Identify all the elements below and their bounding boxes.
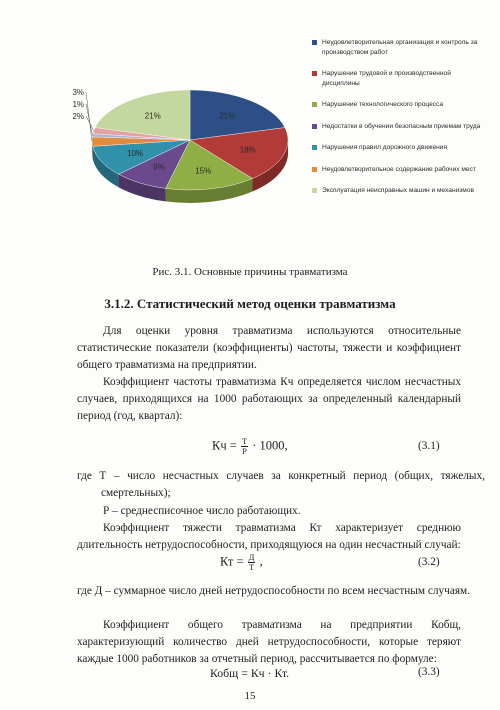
- pie-leader-line: [86, 104, 92, 135]
- pie-percentage-label: 3%: [72, 88, 84, 97]
- legend-swatch: [312, 145, 317, 150]
- legend-label: Недостатки в обучении безопасным приемам труда: [322, 122, 481, 130]
- formula-equals: =: [229, 438, 237, 453]
- pie-percentage-label: 18%: [239, 145, 256, 155]
- formula-lhs: Кт: [220, 554, 234, 569]
- paragraph-overall: Коэффициент общего травматизма на предприятии Кобщ, характеризующий количество дней нетрудоспособности, которые теряют каждые 1000 работников за отчетный период, рассчитывается по формуле:: [77, 619, 461, 665]
- formula-lhs: Кч: [212, 438, 227, 453]
- legend-item: [312, 38, 490, 57]
- pie-percentage-label: 9%: [153, 162, 165, 172]
- legend-swatch: [312, 167, 317, 172]
- pie-leader-line: [86, 92, 92, 142]
- fraction: [248, 553, 256, 572]
- pie-percentage-label: 21%: [144, 111, 161, 121]
- formula-3-3: Кобщ = Кч · Кт.: [210, 666, 290, 680]
- legend-swatch: [312, 102, 317, 107]
- legend-swatch: [312, 71, 317, 76]
- legend-label: Нарушения правил дорожного движения: [322, 144, 448, 151]
- pie-percentage-label: 21%: [219, 111, 236, 121]
- legend-item: [312, 186, 490, 196]
- pie-percentage-label: 10%: [127, 149, 144, 159]
- paragraph-where-p: Р – среднесписочное число работающих.: [103, 505, 301, 517]
- figure-caption: Рис. 3.1. Основные причины травматизма: [152, 266, 348, 278]
- paragraph-where-t: где Т – число несчастных случаев за конкретный период (общих, тяжелых, смертельных);: [77, 470, 485, 499]
- pie-percentage-label: 15%: [195, 166, 212, 176]
- fraction-numerator: Т: [241, 436, 248, 446]
- legend-swatch: [312, 188, 317, 193]
- fraction-denominator: Р: [242, 446, 247, 456]
- paragraph-severity: Коэффициент тяжести травматизма Кт характеризует среднюю длительность нетрудоспособности, приходящуюся на один несчастный случай:: [77, 522, 461, 551]
- page-number: 15: [244, 690, 256, 702]
- fraction: [241, 437, 248, 456]
- paragraph-frequency: Коэффициент частоты травматизма Кч определяется числом несчастных случаев, приходящихся на 1000 работающих за определенный календарный период (год, квартал):: [77, 376, 461, 422]
- legend-label: Нарушение технологического процесса: [322, 101, 444, 108]
- fraction-numerator: Д: [248, 552, 255, 562]
- formula-3-2: [220, 553, 263, 572]
- pie-chart: [50, 25, 310, 235]
- equation-number: (3.1): [418, 440, 440, 452]
- legend-swatch: [312, 40, 317, 45]
- legend-item: [312, 69, 490, 88]
- legend-label: Нарушение трудовой и производственной дисциплины: [322, 70, 451, 87]
- formula-rest: ,: [259, 554, 263, 569]
- legend-item: [312, 143, 490, 153]
- pie-percentage-label: 1%: [72, 100, 84, 109]
- paragraph-intro: Для оценки уровня травматизма используются относительные статистические показатели (коэффициенты) частоты, тяжести и коэффициент общего травматизма на предприятии.: [77, 325, 461, 371]
- legend-label: Неудовлетворительное содержание рабочих мест: [322, 165, 476, 173]
- pie-slices: [92, 90, 288, 190]
- paragraph-where-d: где Д – суммарное число дней нетрудоспособности по всем несчастным случаям.: [77, 585, 471, 597]
- equation-number: (3.3): [418, 666, 440, 678]
- chart-legend: [312, 38, 490, 208]
- legend-label: Неудовлетворительная организация и контроль за производством работ: [322, 39, 478, 56]
- pie-percentage-label: 2%: [72, 112, 84, 121]
- formula-equals: =: [236, 554, 244, 569]
- fraction-denominator: Т: [248, 562, 255, 572]
- equation-number: (3.2): [418, 556, 440, 568]
- legend-item: [312, 165, 490, 175]
- pie-leader-line: [86, 116, 94, 131]
- legend-label: Эксплуатация неисправных машин и механизмов: [322, 187, 474, 194]
- legend-swatch: [312, 124, 317, 129]
- formula-rest: · 1000,: [252, 438, 288, 453]
- section-heading: 3.1.2. Статистический метод оценки травматизма: [104, 296, 396, 311]
- legend-item: [312, 100, 490, 110]
- legend-item: [312, 122, 490, 132]
- formula-3-1: [212, 437, 288, 456]
